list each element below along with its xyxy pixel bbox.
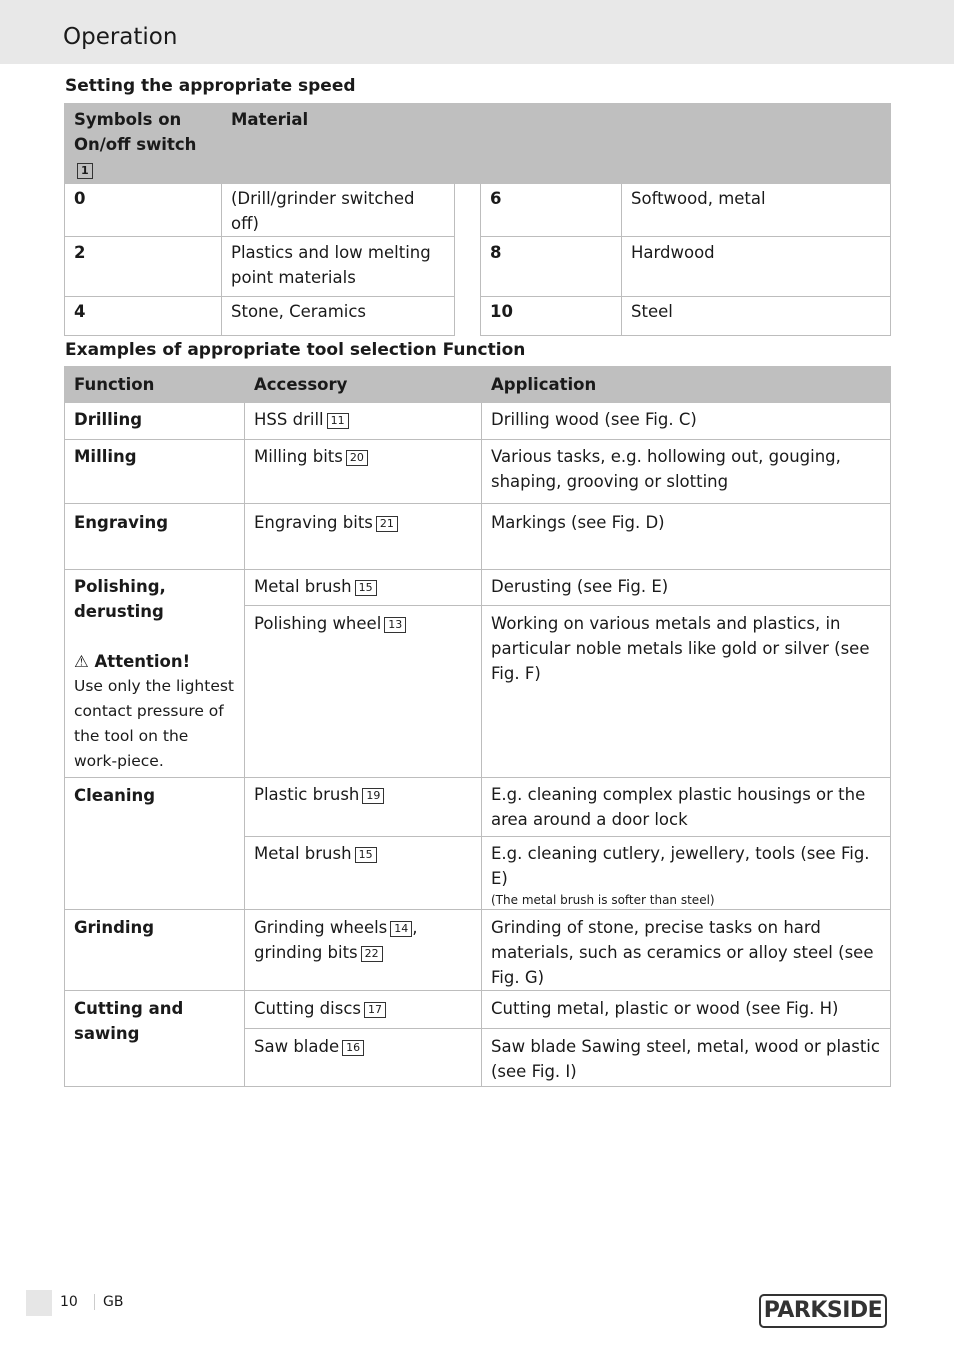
function-engraving: Engraving xyxy=(65,504,245,570)
header-symbols: Symbols on On/off switch1 xyxy=(65,104,222,184)
speed-material: Stone, Ceramics xyxy=(222,297,455,336)
function-polishing: Polishing, derusting xyxy=(74,577,166,621)
speed-symbol: 6 xyxy=(481,184,622,237)
function-milling: Milling xyxy=(65,440,245,504)
speed-material: Plastics and low melting point materials xyxy=(222,237,455,297)
accessory-cell: Saw blade 16 xyxy=(245,1029,482,1087)
table-gap xyxy=(455,184,481,336)
speed-table xyxy=(64,103,891,336)
speed-material: Steel xyxy=(622,297,891,336)
attention-title: ⚠ Attention! xyxy=(74,652,191,671)
ref-box: 11 xyxy=(327,413,349,429)
application-cell: Derusting (see Fig. E) xyxy=(482,570,891,606)
application-cell: Grinding of stone, precise tasks on hard materials, such as ceramics or alloy steel (see Fig. G) xyxy=(482,910,891,991)
header-accessory: Accessory xyxy=(245,367,482,403)
ref-box: 15 xyxy=(355,580,377,596)
accessory-cell: Grinding wheels 14 , grinding bits 22 xyxy=(245,910,482,991)
speed-symbol: 10 xyxy=(481,297,622,336)
accessory-cell: Milling bits 20 xyxy=(245,440,482,504)
ref-box: 19 xyxy=(362,788,384,804)
page-title: Operation xyxy=(63,24,178,50)
ref-box: 16 xyxy=(342,1040,364,1056)
application-cell: Markings (see Fig. D) xyxy=(482,504,891,570)
accessory-cell: HSS drill 11 xyxy=(245,403,482,440)
language-code: GB xyxy=(94,1294,123,1310)
application-cell: Saw blade Sawing steel, metal, wood or plastic (see Fig. I) xyxy=(482,1029,891,1087)
function-grinding: Grinding xyxy=(65,910,245,991)
ref-box: 14 xyxy=(390,921,412,937)
application-cell: E.g. cleaning cutlery, jewellery, tools (see Fig. E) (The metal brush is softer than steel) xyxy=(482,837,891,910)
speed-symbol: 4 xyxy=(65,297,222,336)
parkside-logo: PARKSIDE xyxy=(759,1294,887,1328)
application-cell: Various tasks, e.g. hollowing out, gouging, shaping, grooving or slotting xyxy=(482,440,891,504)
speed-material: Softwood, metal xyxy=(622,184,891,237)
header-function: Function xyxy=(65,367,245,403)
application-cell: Working on various metals and plastics, in particular noble metals like gold or silver (see Fig. F) xyxy=(482,606,891,778)
application-cell: E.g. cleaning complex plastic housings or the area around a door lock xyxy=(482,778,891,837)
footer-marker xyxy=(26,1290,52,1316)
accessory-cell: Cutting discs 17 xyxy=(245,991,482,1029)
ref-box: 20 xyxy=(346,450,368,466)
speed-material: (Drill/grinder switched off) xyxy=(222,184,455,237)
speed-symbol: 0 xyxy=(65,184,222,237)
ref-box: 21 xyxy=(376,516,398,532)
header-material: Material xyxy=(222,104,891,184)
application-cell: Drilling wood (see Fig. C) xyxy=(482,403,891,440)
ref-box: 17 xyxy=(364,1002,386,1018)
attention-text: Use only the lightest contact pressure of the tool on the work-piece. xyxy=(74,677,235,770)
application-cell: Cutting metal, plastic or wood (see Fig. H) xyxy=(482,991,891,1029)
speed-symbol: 2 xyxy=(65,237,222,297)
function-drilling: Drilling xyxy=(65,403,245,440)
accessory-cell: Plastic brush 19 xyxy=(245,778,482,837)
function-cutting: Cutting and sawing xyxy=(65,991,245,1087)
function-polishing-cell xyxy=(65,570,245,778)
ref-box: 22 xyxy=(361,946,383,962)
accessory-cell: Metal brush 15 xyxy=(245,837,482,910)
speed-section-title: Setting the appropriate speed xyxy=(65,76,356,96)
metal-brush-note: (The metal brush is softer than steel) xyxy=(491,893,715,907)
ref-box: 1 xyxy=(77,163,93,179)
speed-material: Hardwood xyxy=(622,237,891,297)
accessory-cell: Metal brush 15 xyxy=(245,570,482,606)
ref-box: 13 xyxy=(384,617,406,633)
function-cleaning: Cleaning xyxy=(65,778,245,910)
tools-section-title: Examples of appropriate tool selection Function xyxy=(65,340,526,360)
page-header xyxy=(0,0,954,64)
tool-selection-table xyxy=(64,366,891,1087)
header-application: Application xyxy=(482,367,891,403)
speed-symbol: 8 xyxy=(481,237,622,297)
page-number: 10 xyxy=(60,1294,78,1310)
accessory-cell: Polishing wheel 13 xyxy=(245,606,482,778)
accessory-cell: Engraving bits 21 xyxy=(245,504,482,570)
ref-box: 15 xyxy=(355,847,377,863)
